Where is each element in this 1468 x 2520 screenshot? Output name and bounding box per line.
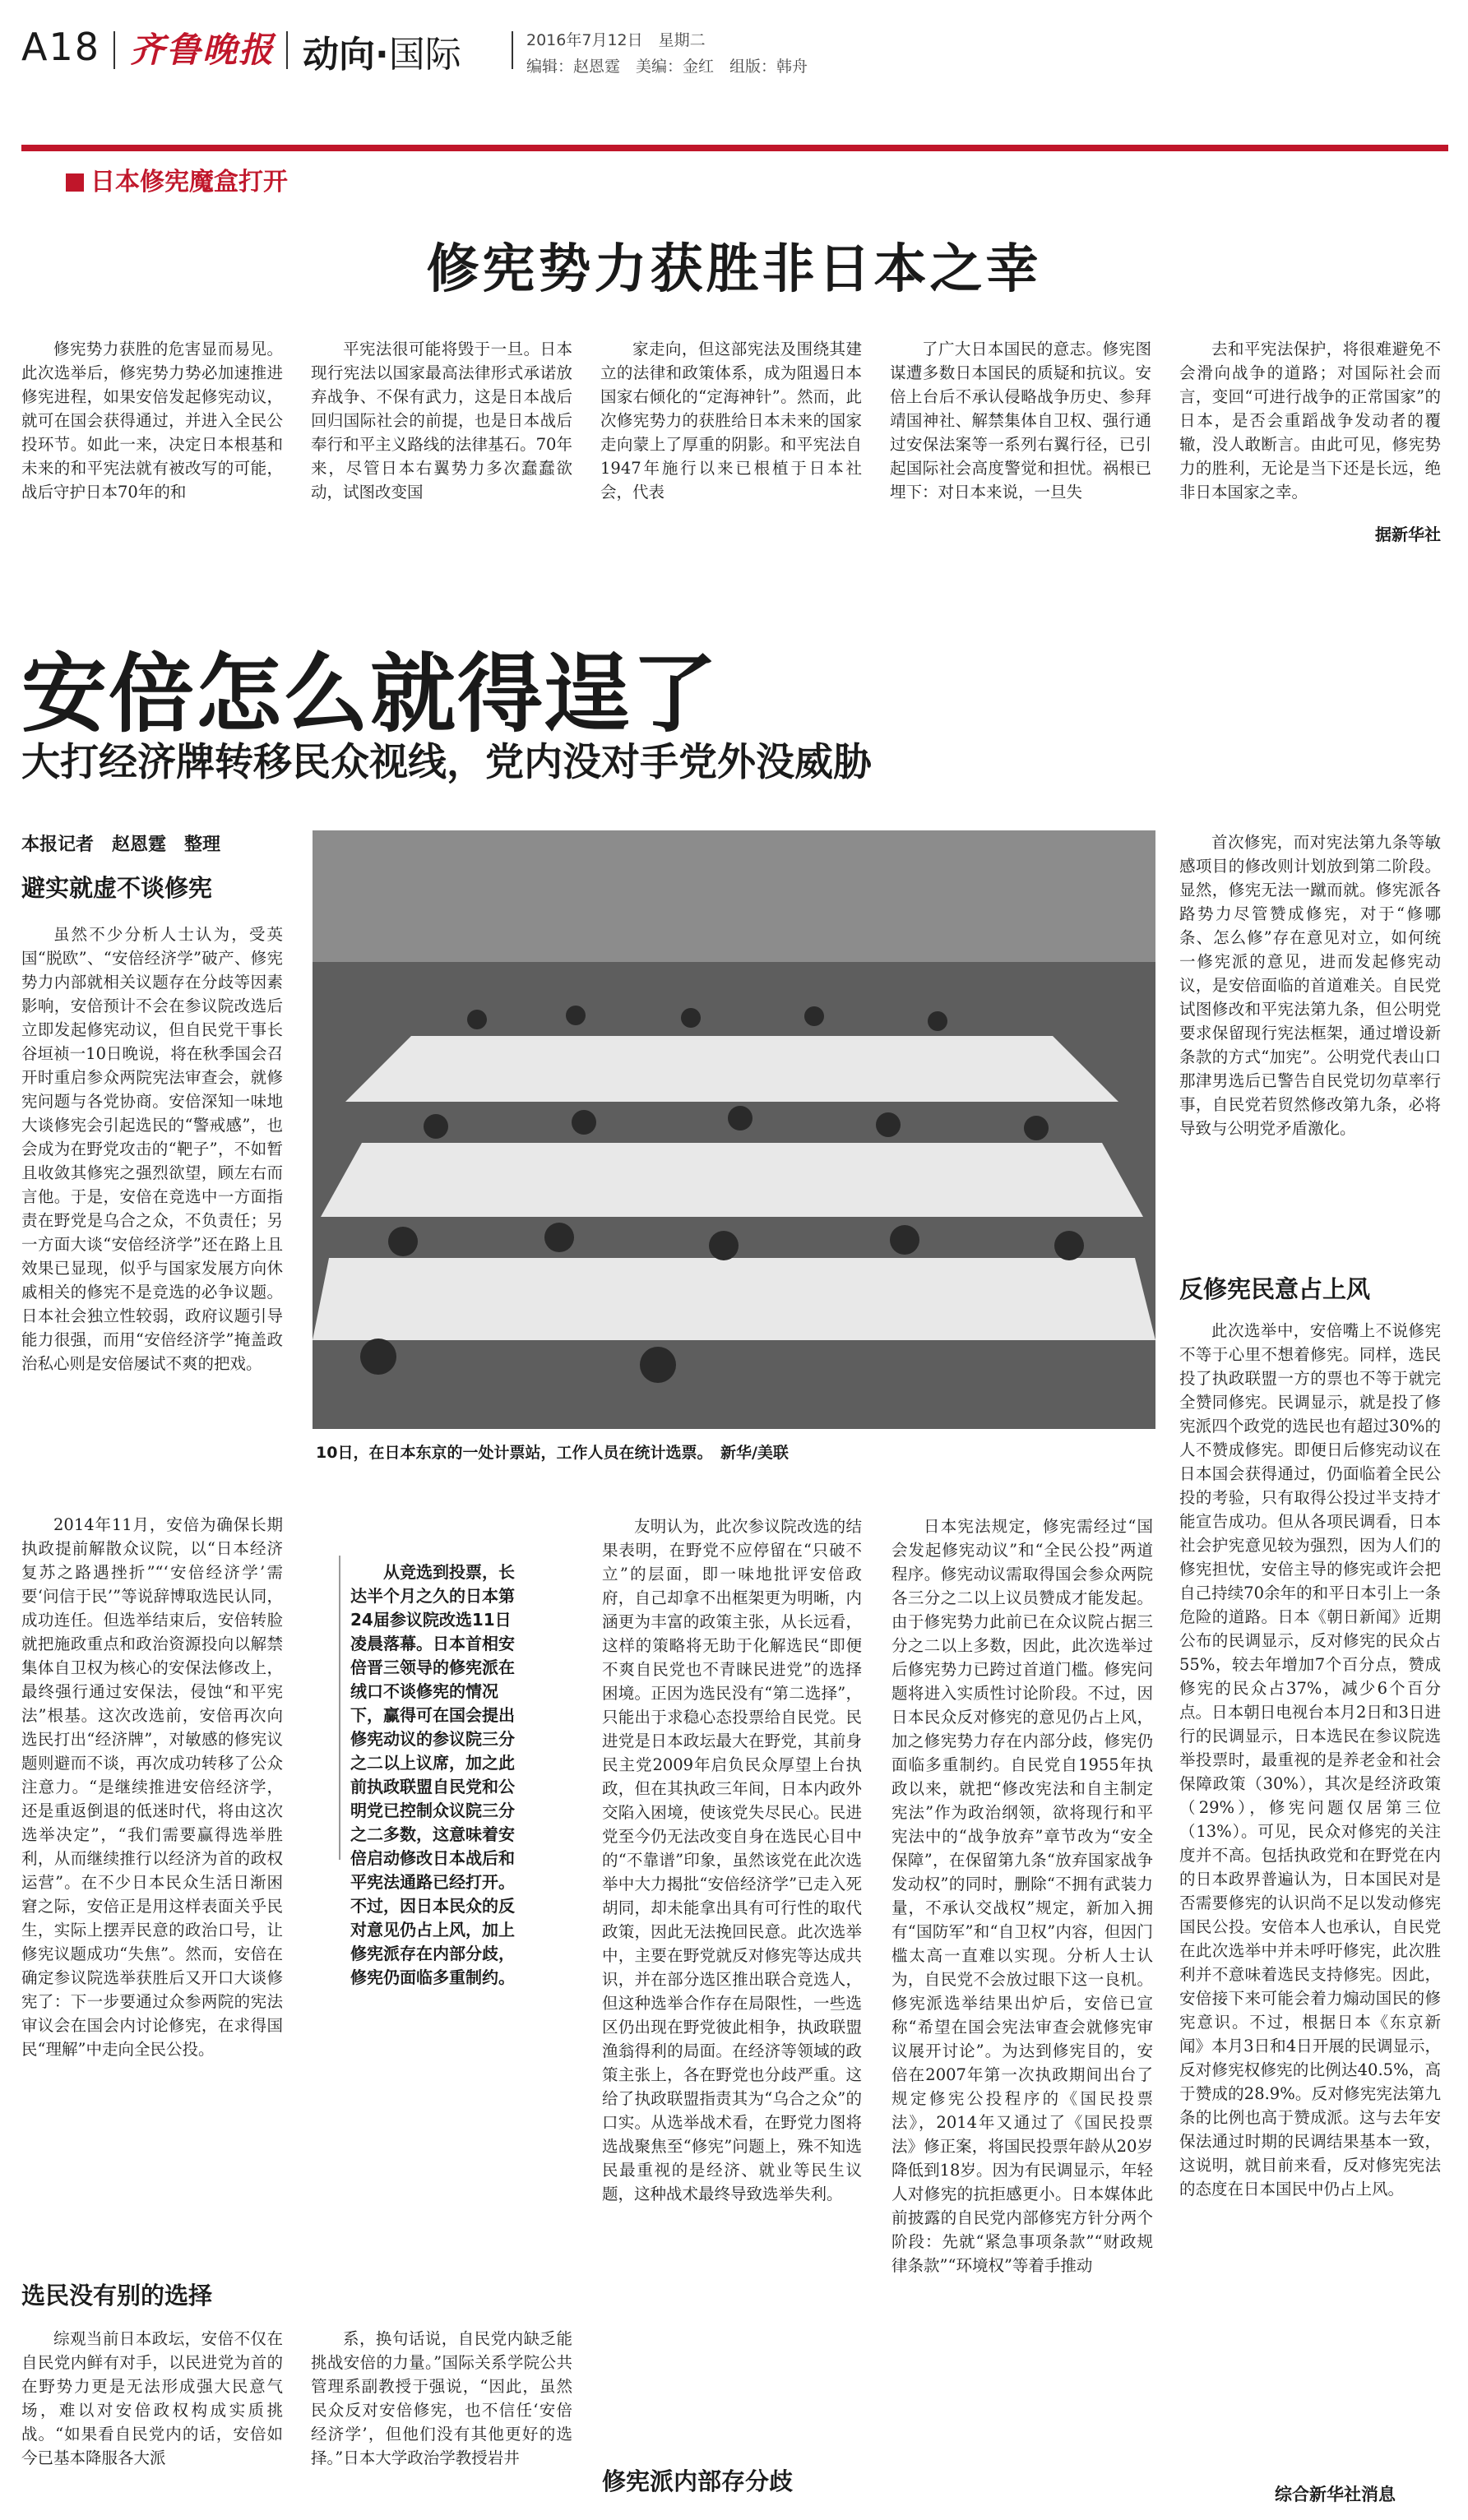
commentary-col5: [1179, 337, 1441, 523]
kicker-text: 日本修宪魔盒打开: [90, 168, 288, 197]
box-rule: [339, 1556, 340, 1860]
square-bullet-icon: [66, 173, 84, 192]
divider: [512, 31, 513, 69]
red-rule: [21, 145, 1448, 151]
paragraph: 从竞选到投票，长达半个月之久的日本第24届参议院改选11日凌晨落幕。日本首相安倍晋三领导的修宪派在绒口不谈修宪的情况下，赢得可在国会提出修宪动议的参议院三分之二以上议席，加之此前执政联盟自民党和公明党已控制众议院三分之二多数，这意味着安倍启动修改日本战后和平宪法通路已经打开。不过，因日本民众的反对意见仍占上风，加上修宪派存在内部分歧，修宪仍面临多重制约。: [350, 1562, 515, 1987]
vote-count-photo: [313, 830, 1155, 1429]
article-colB-2: [311, 2327, 572, 2491]
divider: [286, 31, 288, 69]
commentary-source: 据新华社: [1375, 525, 1441, 544]
section-dot: ·: [375, 34, 389, 76]
topic-kicker: [66, 161, 288, 197]
paragraph: 平宪法很可能将毁于一旦。日本现行宪法以国家最高法律形式承诺放弃战争、不保有武力，这是日本战后回归国际社会的前提，也是日本战后奉行和平主义路线的法律基石。70年来，尽管日本右翼势力多次蠢蠢欲动，试图改变国: [311, 340, 572, 502]
masthead-logo: 齐鲁晚报: [130, 30, 276, 70]
article-colC-1: [891, 1514, 1153, 2493]
commentary-col3: [600, 337, 862, 547]
paragraph: 了广大日本国民的意志。修宪图谋遭多数日本国民的质疑和抗议。安倍上台后不承认侵略战争历史、参拜靖国神社、解禁集体自卫权、强行通过安保法案等一系列右翼行径，已引起国际社会高度警觉和担忧。祸根已埋下：对日本来说，一旦失: [890, 340, 1151, 502]
divider: [113, 31, 115, 69]
issue-date: 2016年7月12日 星期二: [526, 31, 706, 49]
editor-credits: 编辑：赵恩霆 美编：金红 组版：韩舟: [526, 58, 808, 76]
paragraph: 日本宪法规定，修宪需经过“国会发起修宪动议”和“全民公投”两道程序。修宪动议需取得国会参众两院各三分之二以上议员赞成才能发起。由于修宪势力此前已在众议院占据三分之二以上多数，因此，此次选举过后修宪势力已跨过首道门槛。修宪问题将进入实质性讨论阶段。不过，因日本民众反对修宪的意见仍占上风，加之修宪势力存在内部分歧，修宪仍面临多重制约。自民党自1955年执政以来，就把“修改宪法和自主制定宪法”作为政治纲领，欲将现行和平宪法中的“战争放弃”章节改为“安全保障”，在保留第九条“放弃国家战争发动权”的同时，删除“不拥有武装力量，不承认交战权”规定，新加入拥有“国防军”和“自卫权”内容，但因门槛太高一直难以实现。分析人士认为，自民党不会放过眼下这一良机。修宪派选举结果出炉后，安倍已宣称“希望在国会宪法审查会就修宪审议展开讨论”。为达到修宪目的，安倍在2007年第一次执政期间出台了规定修宪公投程序的《国民投票法》，2014年又通过了《国民投票法》修正案，将国民投票年龄从20岁降低到18岁。因为有民调显示，年轻人对修宪的抗拒感更小。日本媒体此前披露的自民党内部修宪方针分两个阶段：先就“紧急事项条款”“财政规律条款”“环境权”等着手推动: [891, 1517, 1153, 2275]
subhead-3: 反修宪民意占上风: [1179, 1275, 1371, 1303]
article-source: 综合新华社消息: [1275, 2485, 1396, 2504]
article-colB-1: [602, 1514, 862, 2452]
main-subheadline: 大打经济牌转移民众视线，党内没对手党外没威胁: [21, 740, 872, 785]
paragraph: 系，换句话说，自民党内缺乏能挑战安倍的力量。”国际关系学院公共管理系副教授于强说，“因此，虽然民众反对安倍修宪，也不信任‘安倍经济学’，但他们没有其他更好的选择。”日本大学政治学教授岩井: [311, 2329, 572, 2467]
paragraph: 首次修宪，而对宪法第九条等敏感项目的修改则计划放到第二阶段。显然，修宪无法一蹴而就。修宪派各路势力尽管赞成修宪，对于“修哪条、怎么修”存在意见对立，如何统一修宪派的意见，进而发起修宪动议，是安倍面临的首道难关。自民党试图修改和平宪法第九条，但公明党要求保留现行宪法框架，通过增设新条款的方式“加宪”。公明党代表山口那津男选后已警告自民党切勿草率行事，自民党若贸然修改第九条，必将导致与公明党矛盾激化。: [1179, 833, 1441, 1138]
paragraph: 2014年11月，安倍为确保长期执政提前解散众议院，以“日本经济复苏之路遇挫折”“‘安倍经济学’需要‘问信于民’”等说辞博取选民认同，成功连任。但选举结束后，安倍转脸就把施政重点和政治资源投向以解禁集体自卫权为核心的安保法修改上，最终强行通过安保法，侵蚀“和平宪法”根基。这次改选前，安倍再次向选民打出“经济牌”，对敏感的修宪议题则避而不谈，再次成功转移了公众注意力。“是继续推进安倍经济学，还是重返倒退的低迷时代，将由这次选举决定”，“我们需要赢得选举胜利，从而继续推行以经济为首的政权运营”。在不少日本民众生活日渐困窘之际，安倍正是用这样表面关乎民生，实际上摆弄民意的政治口号，让修宪议题成功“失焦”。然而，安倍在确定参议院选举获胜后又开口大谈修宪了：下一步要通过众参两院的宪法审议会在国会内讨论修宪，在求得国民“理解”中走向全民公投。: [21, 1515, 283, 2059]
lead-summary-box: [350, 1561, 526, 1987]
subhead-2: 选民没有别的选择: [21, 2282, 213, 2310]
section-title: [303, 25, 461, 77]
paragraph: 修宪势力获胜的危害显而易见。此次选举后，修宪势力势必加速推进修宪进程，如果安倍发起修宪动议，就可在国会获得通过，并进入全民公投环节。如此一来，决定日本根基和未来的和平宪法就有被改写的可能，战后守护日本70年的和: [21, 340, 283, 502]
commentary-col1: [21, 337, 283, 547]
paragraph: 去和平宪法保护，将很难避免不会滑向战争的道路；对国际社会而言，变回“可进行战争的正常国家”的日本，是否会重蹈战争发动者的覆辙，没人敢断言。由此可见，修宪势力的胜利，无论是当下还是长远，绝非日本国家之幸。: [1179, 340, 1441, 502]
paragraph: 家走向，但这部宪法及围绕其建立的法律和政策体系，成为阻遏日本国家右倾化的“定海神针”。然而，此次修宪势力的获胜给日本未来的国家走向蒙上了厚重的阴影。和平宪法自1947年施行以来已根植于日本社会，代表: [600, 340, 862, 502]
commentary-col4: [890, 337, 1151, 547]
subhead-1: 避实就虚不谈修宪: [21, 874, 213, 902]
article-colD-1: [1179, 830, 1441, 1248]
article-colA-3: [21, 2327, 283, 2491]
paragraph: 此次选举中，安倍嘴上不说修宪不等于心里不想着修宪。同样，选民投了执政联盟一方的票也不等于就完全赞同修宪。民调显示，就是投了修宪派四个政党的选民也有超过30%的人不赞成修宪。即便日后修宪动议在日本国会获得通过，仍面临着全民公投的考验，只有取得公投过半支持才能宣告成功。但从各项民调看，日本社会护宪意见较为强烈，因为人们的修宪担忧，安倍主导的修宪或许会把自己持续70余年的和平日本引上一条危险的道路。日本《朝日新闻》近期公布的民调显示，反对修宪的民众占55%，较去年增加7个百分点，赞成修宪的民众占37%，减少6个百分点。日本朝日电视台本月2日和3日进行的民调显示，日本选民在参议院选举投票时，最重视的是养老金和社会保障政策（30%），其次是经济政策（29%），修宪问题仅居第三位（13%）。可见，民众对修宪的关注度并不高。包括执政党和在野党在内的日本政界普遍认为，日本国民对是否需要修宪的认识尚不足以发动修宪国民公投。安倍本人也承认，自民党在此次选举中并未呼吁修宪，此次胜利并不意味着选民支持修宪。因此，安倍接下来可能会着力煽动国民的修宪意识。不过，根据日本《东京新闻》本月3日和4日开展的民调显示，反对修宪权修宪的比例达40.5%，高于赞成的28.9%。反对修宪宪法第九条的比例也高于赞成派。这与去年安保法通过时期的民调结果基本一致，这说明，就目前来看，反对修宪宪法的态度在日本国民中仍占上风。: [1179, 1321, 1441, 2199]
main-headline: 安倍怎么就得逞了: [21, 644, 720, 744]
page-number: A18: [21, 25, 101, 69]
paragraph: 虽然不少分析人士认为，受英国“脱欧”、“安倍经济学”破产、修宪势力内部就相关议题存在分歧等因素影响，安倍预计不会在参议院改选后立即发起修宪动议，但自民党干事长谷垣祯一10日晚说，将在秋季国会召开时重启参众两院宪法审查会，就修宪问题与各党协商。安倍深知一味地大谈修宪会引起选民的“警戒感”，也会成为在野党攻击的“靶子”，不如暂且收敛其修宪之强烈欲望，顾左右而言他。于是，安倍在竞选中一方面指责在野党是乌合之众，不负责任；另一方面大谈“安倍经济学”还在路上且效果已显现，似乎与国家发展方向休戚相关的修宪不是竞选的必争议题。日本社会独立性较弱，政府议题引导能力很强，而用“安倍经济学”掩盖政治私心则是安倍屡试不爽的把戏。: [21, 925, 283, 1373]
subhead-4: 修宪派内部存分歧: [602, 2467, 794, 2495]
photo-caption: 10日，在日本东京的一处计票站，工作人员在统计选票。 新华/美联: [316, 1444, 789, 1462]
article-colA-2: [21, 1513, 283, 2253]
byline: 本报记者 赵恩霆 整理: [21, 835, 221, 855]
article-colD-2: [1179, 1319, 1441, 2473]
section-alt: 国际: [388, 34, 461, 76]
commentary-col2: [311, 337, 572, 547]
photo-illustration: [313, 830, 1155, 1429]
section-main: 动向: [303, 34, 375, 76]
paragraph: 综观当前日本政坛，安倍不仅在自民党内鲜有对手，以民进党为首的在野势力更是无法形成强大民意气场，难以对安倍政权构成实质挑战。“如果看自民党内的话，安倍如今已基本降服各大派: [21, 2329, 283, 2467]
paragraph: 友明认为，此次参议院改选的结果表明，在野党不应停留在“只破不立”的层面，即一味地批评安倍政府，自己却拿不出框架更为明晰，内涵更为丰富的政策主张，从长远看，这样的策略将无助于化解选民“即便不爽自民党也不青睐民进党”的选择困境。正因为选民没有“第二选择”，只能出于求稳心态投票给自民党。民进党是日本政坛最大在野党，其前身民主党2009年启负民众厚望上台执政，但在其执政三年间，日本内政外交陷入困境，使该党失尽民心。民进党至今仍无法改变自身在选民心目中的“不靠谱”印象，虽然该党在此次选举中大力揭批“安倍经济学”已走入死胡同，却未能拿出具有可行性的取代政策，因此无法挽回民意。此次选举中，主要在野党就反对修宪等达成共识，并在部分选区推出联合竞选人，但这种选举合作存在局限性，一些选区仍出现在野党彼此相争，执政联盟渔翁得利的局面。在经济等领域的政策主张上，各在野党也分歧严重。这给了执政联盟指责其为“乌合之众”的口实。从选举战术看，在野党力图将选战聚焦至“修宪”问题上，殊不知选民最重视的是经济、就业等民生议题，这种战术最终导致选举失利。: [602, 1517, 862, 2203]
commentary-title: 修宪势力获胜非日本之幸: [426, 239, 1042, 300]
page-header: [21, 21, 1448, 79]
